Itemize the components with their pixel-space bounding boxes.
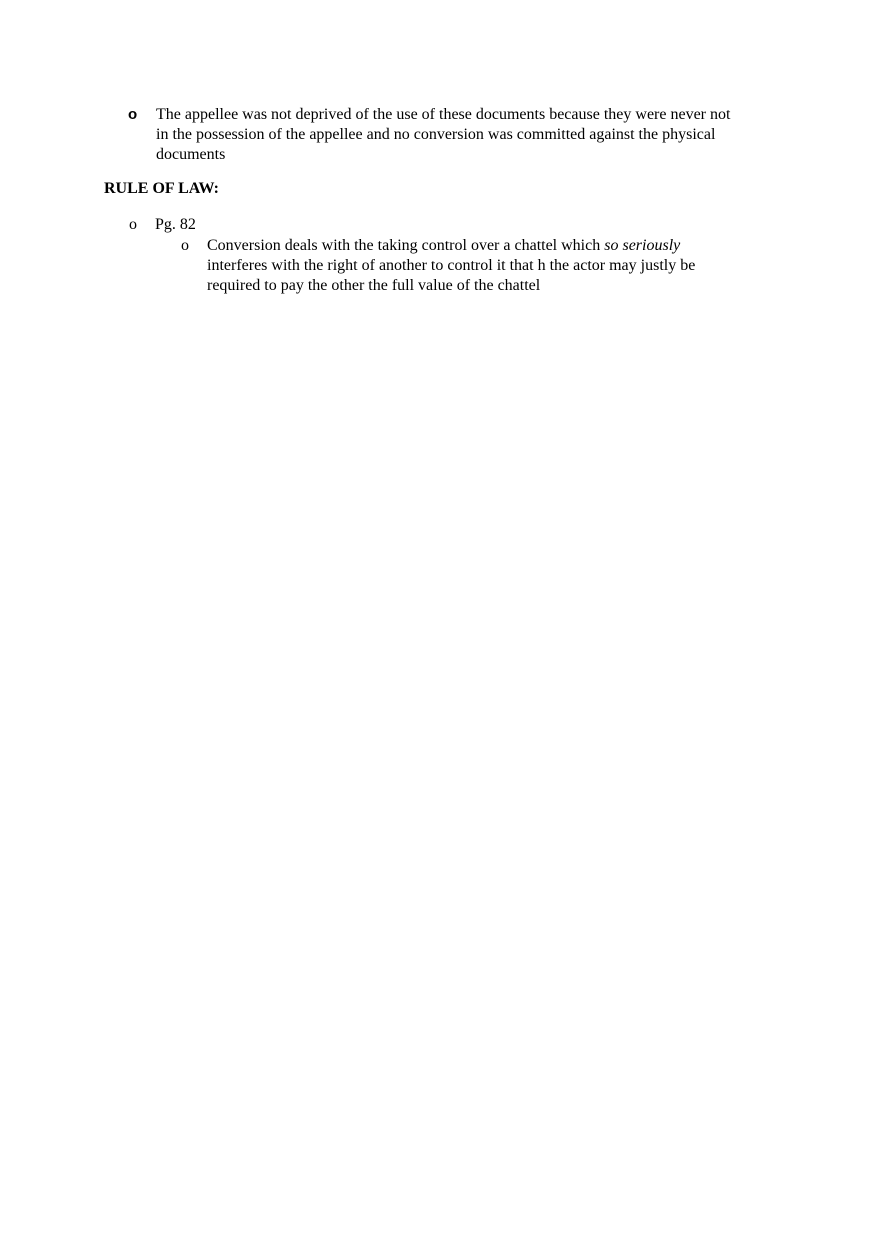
text-line: interferes with the right of another to control it that h the actor may justly be	[207, 257, 696, 274]
list-item-text: Pg. 82	[155, 216, 196, 233]
list-item	[128, 105, 808, 167]
nested-list-item	[181, 236, 801, 298]
text-line: required to pay the other the full value of the chattel	[207, 277, 541, 294]
list-item	[129, 215, 329, 237]
text-line: documents	[156, 146, 226, 163]
bullet-marker: o	[128, 106, 138, 123]
text-line: The appellee was not deprived of the use of these documents because they were never not	[156, 106, 731, 123]
section-heading: RULE OF LAW:	[104, 180, 219, 197]
emphasis-text: so seriously	[604, 237, 681, 254]
bullet-marker: o	[181, 237, 189, 254]
list-item-text	[207, 236, 695, 296]
text-line	[207, 236, 695, 256]
text-line: in the possession of the appellee and no conversion was committed against the physical	[156, 126, 716, 143]
text-segment: Conversion deals with the taking control over a chattel which	[207, 237, 605, 254]
bullet-marker: o	[129, 216, 137, 233]
list-item-text	[156, 105, 730, 165]
